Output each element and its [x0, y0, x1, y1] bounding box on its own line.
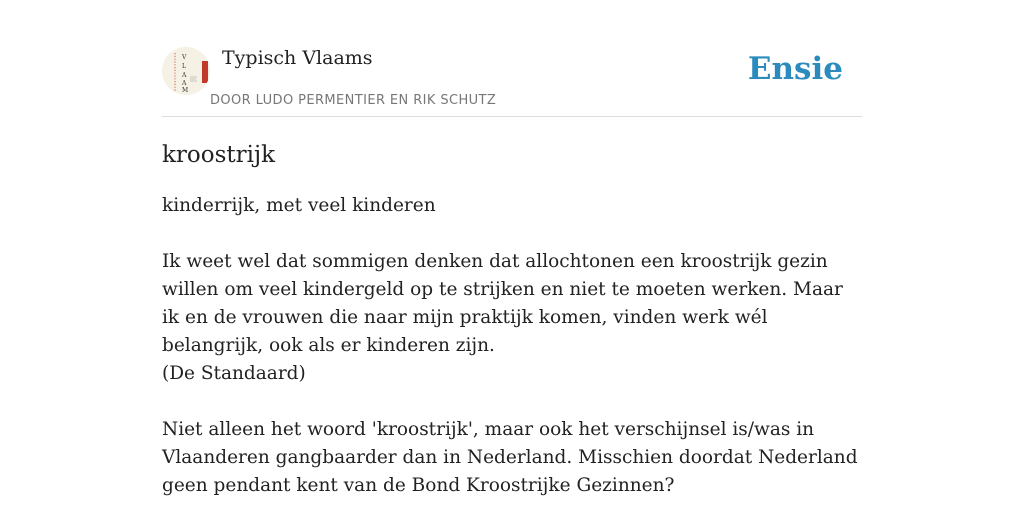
entry-headword: kroostrijk — [162, 142, 276, 168]
ensie-logo-link[interactable]: Ensie — [747, 51, 843, 87]
example-quote: Ik weet wel dat sommigen denken dat allochtonen een kroostrijk gezin willen om veel kindergeld op te strijken en niet te moeten werken. Maar ik en de vrouwen die naar mijn praktijk komen, vinden werk wél belangrijk, ook als er kinderen zijn. — [162, 251, 843, 356]
entry-content — [162, 192, 864, 512]
svg-text:M: M — [182, 87, 189, 94]
book-authors: DOOR LUDO PERMENTIER EN RIK SCHUTZ — [210, 93, 497, 108]
svg-text:V: V — [182, 54, 187, 61]
site-header — [162, 40, 862, 117]
entry-definition: kinderrijk, met veel kinderen — [162, 195, 436, 216]
svg-text:A: A — [182, 72, 187, 79]
book-title[interactable]: Typisch Vlaams — [222, 47, 373, 69]
book-cover-icon[interactable] — [162, 47, 210, 95]
entry-example — [162, 248, 864, 388]
svg-text:L: L — [182, 63, 186, 70]
entry-note: Niet alleen het woord 'kroostrijk', maar ook het verschijnsel is/was in Vlaanderen gangbaarder dan in Nederland. Misschien doordat Nederland geen pendant kent van de Bond Kroostrijke Gezinnen? — [162, 419, 858, 496]
svg-text:A: A — [182, 80, 187, 87]
book-cover-graphic — [162, 47, 210, 95]
example-source: (De Standaard) — [162, 363, 306, 384]
